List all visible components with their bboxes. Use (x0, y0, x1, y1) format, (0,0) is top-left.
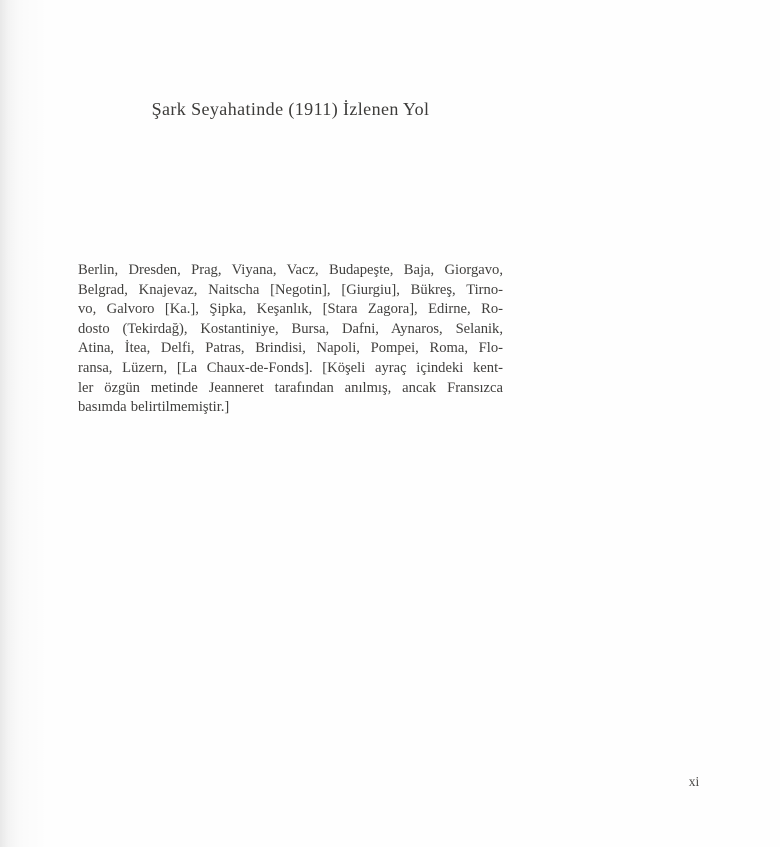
page-number: xi (688, 774, 700, 789)
paragraph-line: dosto (Tekirdağ), Kostantiniye, Bursa, Dafni, Aynaros, Selanik, (78, 320, 503, 337)
itinerary-paragraph (78, 261, 503, 418)
paragraph-line: ler özgün metinde Jeanneret tarafından anılmış, ancak Fransızca (78, 379, 503, 396)
paragraph-line: Atina, İtea, Delfi, Patras, Brindisi, Napoli, Pompei, Roma, Flo- (78, 340, 503, 357)
page-title: Şark Seyahatinde (1911) İzlenen Yol (151, 99, 430, 119)
paragraph-line: Belgrad, Knajevaz, Naitscha [Negotin], [Giurgiu], Bükreş, Tirno- (78, 281, 503, 298)
paragraph-line: vo, Galvoro [Ka.], Şipka, Keşanlık, [Stara Zagora], Edirne, Ro- (78, 301, 503, 318)
page-gutter-shadow (0, 0, 50, 847)
paragraph-line: Berlin, Dresden, Prag, Viyana, Vacz, Budapeşte, Baja, Giorgavo, (78, 262, 503, 278)
paragraph-line: basımda belirtilmemiştir.] (78, 399, 230, 416)
paragraph-line: ransa, Lüzern, [La Chaux-de-Fonds]. [Köşeli ayraç içindeki kent- (78, 359, 503, 376)
